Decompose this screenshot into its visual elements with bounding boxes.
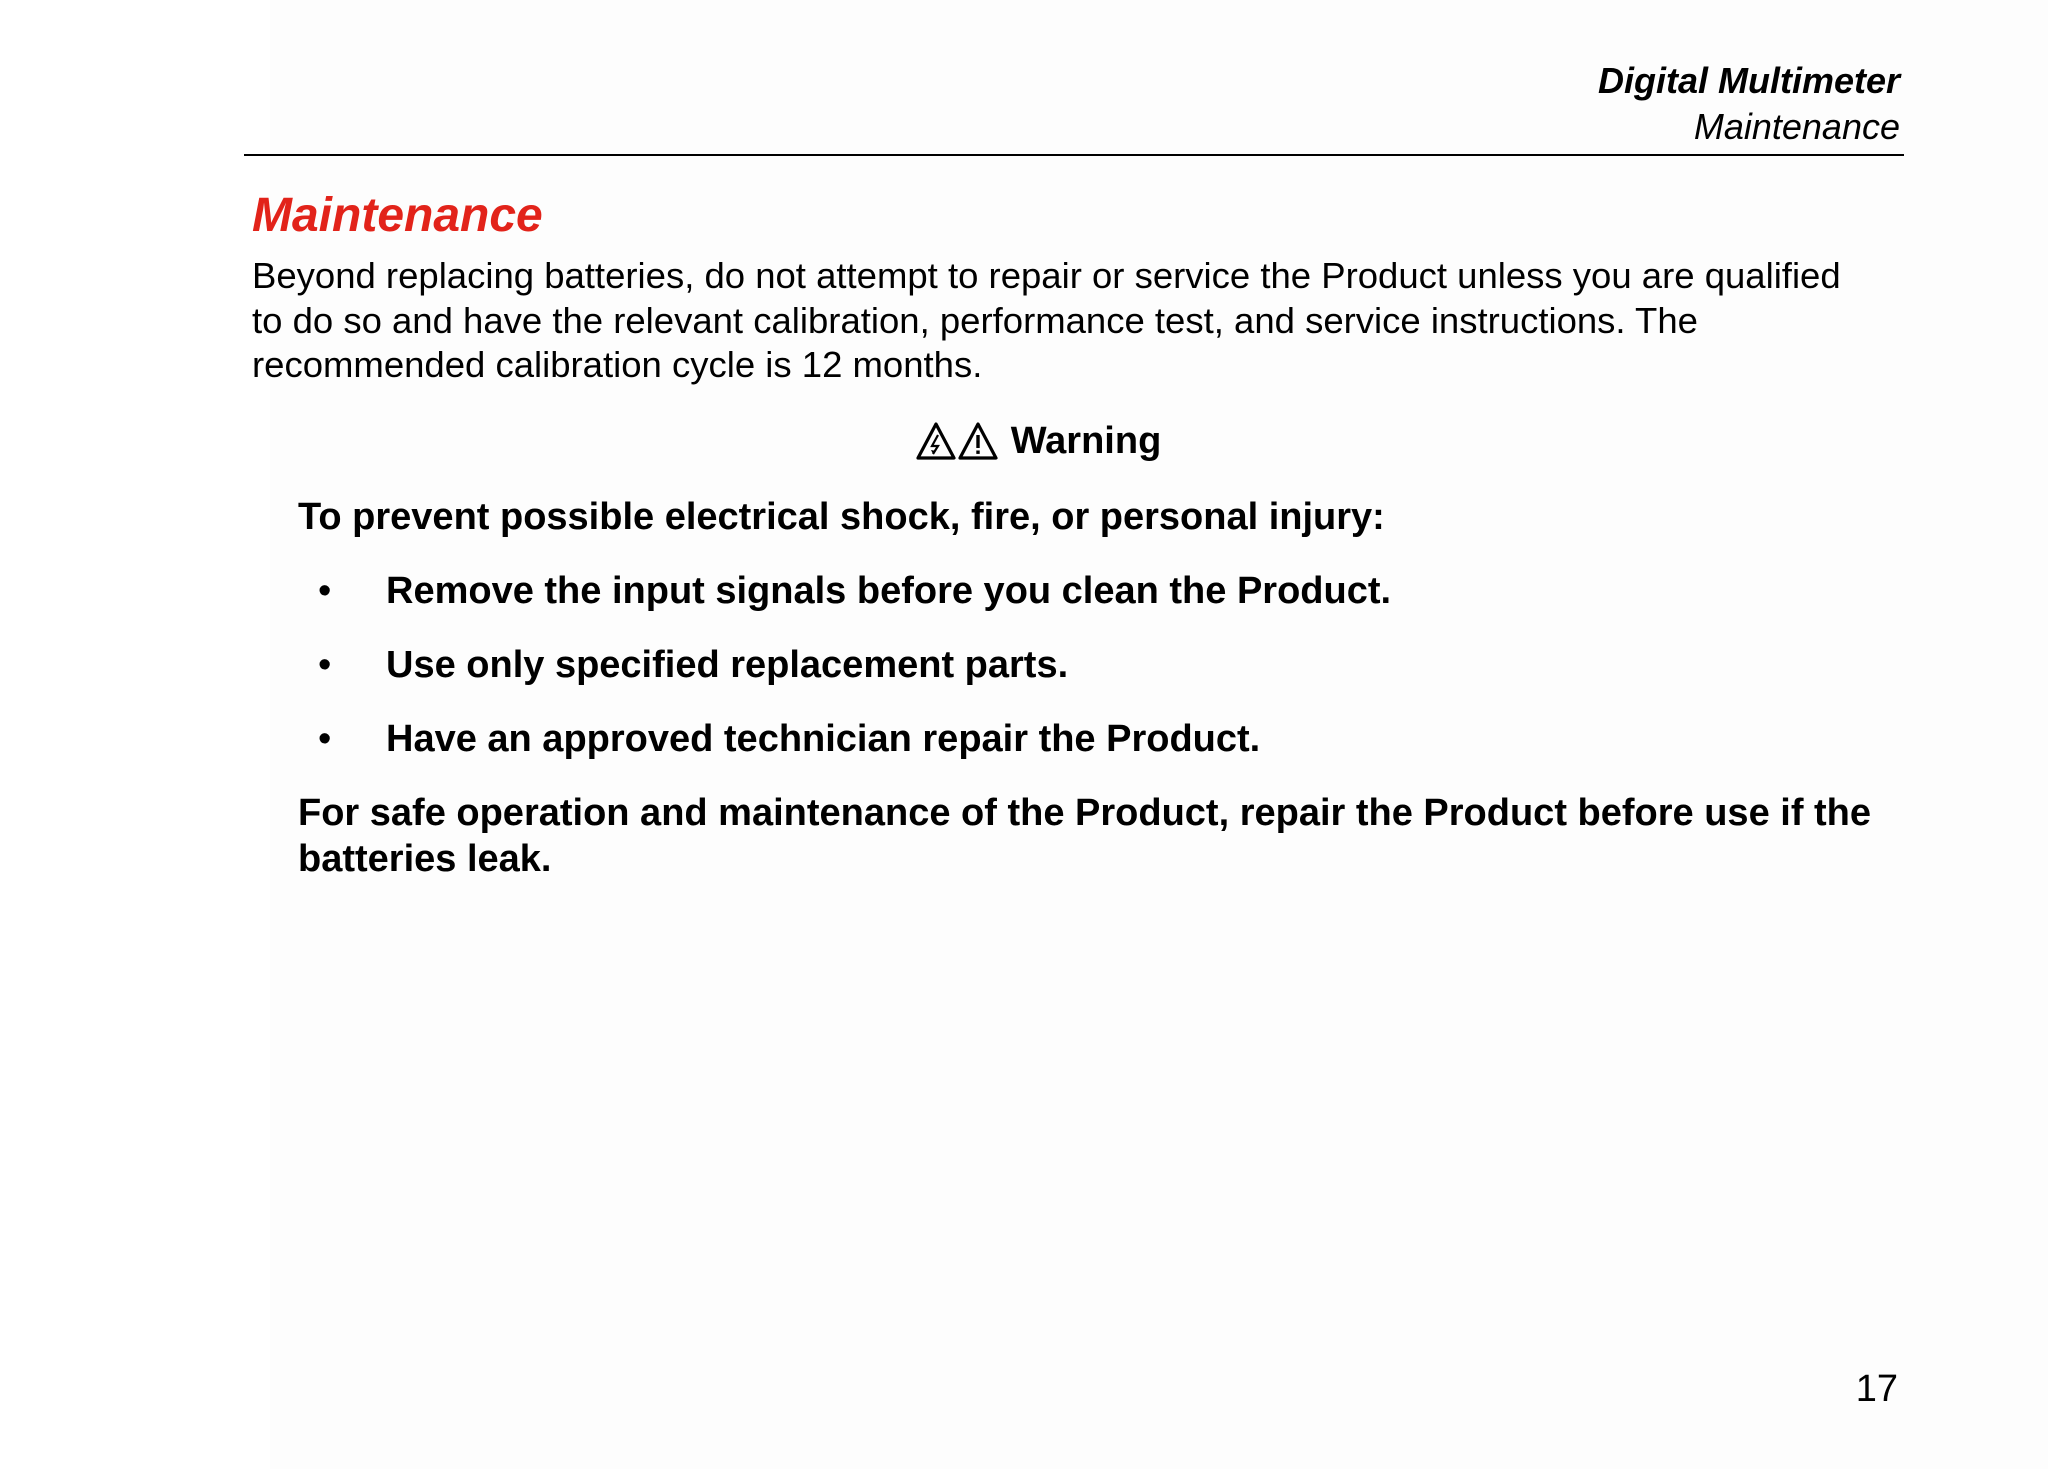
warning-label: Warning <box>1010 420 1162 462</box>
electric-shock-hazard-icon <box>915 421 957 461</box>
list-item-text: Use only specified replacement parts. <box>386 644 1069 686</box>
list-item-text: Have an approved technician repair the Product. <box>386 718 1261 760</box>
warning-lead: To prevent possible electrical shock, fire, or personal injury: <box>298 496 1385 538</box>
page-number: 17 <box>1855 1368 1898 1410</box>
caution-hazard-icon <box>957 421 999 461</box>
warning-symbols <box>915 421 999 461</box>
list-item-text: Remove the input signals before you clean the Product. <box>386 570 1392 612</box>
header-document-title: Digital Multimeter <box>1597 60 1900 101</box>
bullet-icon: • <box>318 718 332 760</box>
running-header <box>1598 58 1900 150</box>
section-title: Maintenance <box>252 189 543 242</box>
header-divider <box>244 154 1904 156</box>
bullet-icon: • <box>318 570 332 612</box>
bullet-icon: • <box>318 644 332 686</box>
warning-closing: For safe operation and maintenance of the Product, repair the Product before use if the batteries leak. <box>298 792 1872 880</box>
warning-heading <box>0 418 2048 464</box>
intro-paragraph: Beyond replacing batteries, do not attempt to repair or service the Product unless you are qualified to do so and have the relevant calibration, performance test, and service instructions. The recommended calibration cycle is 12 months. <box>252 255 1841 385</box>
header-section-name: Maintenance <box>1693 106 1900 147</box>
